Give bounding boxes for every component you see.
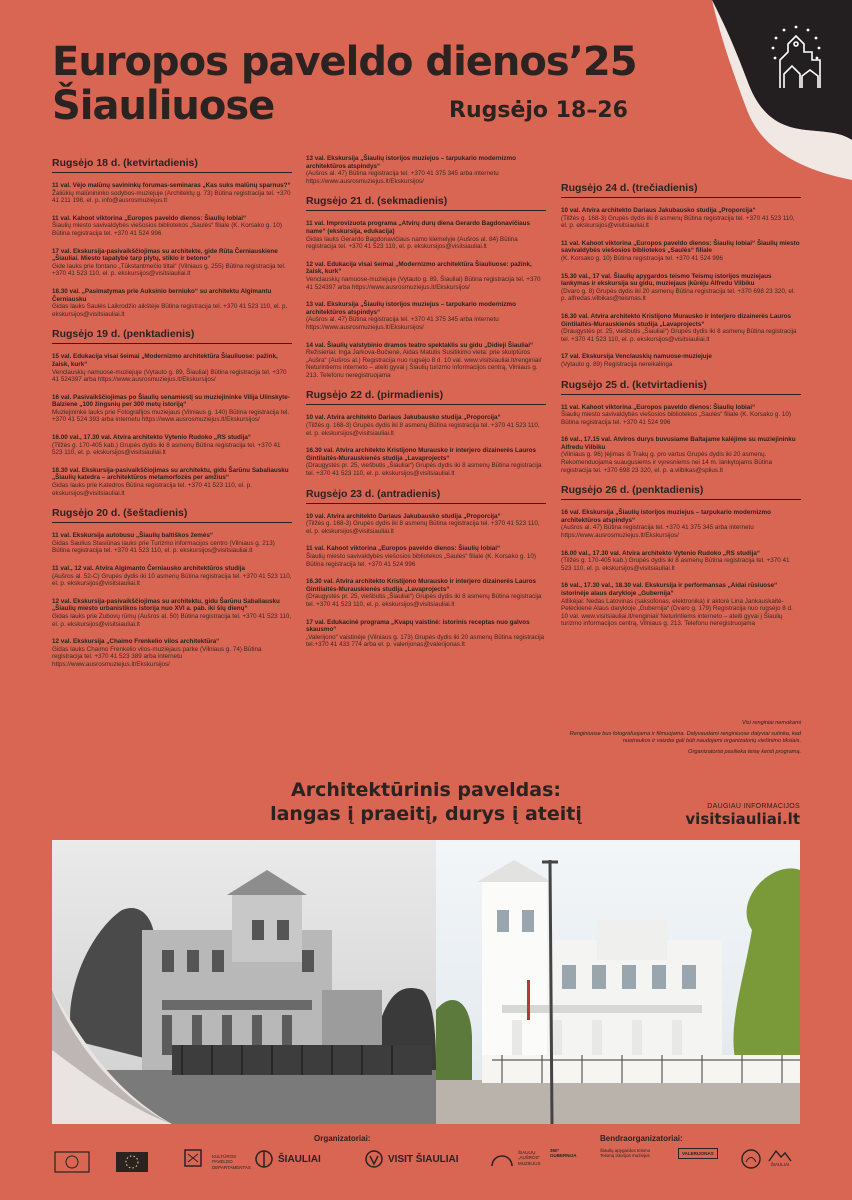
event-item (306, 301, 546, 331)
event-details: (Tilžės g. 170-405 kab.) Grupės dydis iki 8 asmenų Būtina registracija tel. +370 41 523 110, el. p. ekskursijos@visitsiauliai.lt (52, 441, 281, 457)
day-heading: Rugsėjo 22 d. (pirmadienis) (306, 389, 546, 405)
event-item (306, 220, 546, 250)
siauliai-mountains-name: ŠIAULIAI (770, 1162, 790, 1167)
day-heading: Rugsėjo 21 d. (sekmadienis) (306, 195, 546, 211)
event-details: Gidas lauks Gerardo Bagdonavičiaus namo kiemelyje (Aušros al. 84) Būtina registracija tel. +370 41 523 110, el. p. ekskursijos@visitsiauliai.lt (306, 235, 518, 251)
event-item (561, 353, 801, 368)
event-details: Venclauskių namuose-muziejuje (Vytauto g. 89, Šiauliai) Būtina registracija tel. +370 41 524397 arba https://www.ausrosmuziejus.lt/Ekskursijos/ (306, 275, 541, 291)
siauliai-city-name: ŠIAULIAI (278, 1153, 321, 1165)
event-item (306, 261, 546, 291)
schedule-column-2 (306, 155, 546, 659)
coorganizers-label: Bendraorganizatoriai: (600, 1134, 683, 1143)
ausros-museum-logo (490, 1148, 554, 1168)
title-line-1: Europos paveldo dienos’25 (52, 39, 637, 85)
event-title: 11 val., 12 val. Atvira Algimanto Černiausko architektūros studija (52, 565, 246, 572)
event-title: 17 val. Ekskursija Venclauskių namuose-muziejuje (561, 353, 712, 361)
day-section (561, 379, 801, 475)
event-title: 13 val. Ekskursija „Šiaulių istorijos muziejus – tarpukario modernizmo architektūros atspindys“ (306, 155, 516, 170)
note-photo: Renginiuose bus fotografuojama ir filmuojama. Dalyvaudami renginiuose dalyviai sutinka, kad nuotraukos ir vaizdai gali būti naudojami organizatorių viešinimo tikslais. (569, 731, 801, 744)
event-title: 13 val. Ekskursija „Šiaulių istorijos muziejus – tarpukario modernizmo architektūros atspindys“ (306, 301, 516, 316)
day-heading: Rugsėjo 26 d. (penktadienis) (561, 484, 801, 500)
day-section (306, 155, 546, 185)
event-item (561, 509, 801, 539)
event-details: (Tilžės g. 168-3) Grupės dydis iki 8 asmenų Būtina registracija tel. +370 41 523 110, el. p. ekskursijos@visitsiauliai.lt (306, 422, 540, 437)
event-item (52, 248, 292, 278)
event-item (52, 353, 292, 383)
event-title: 16 val., 17.15 val. Atviros durys buvusiame Baltajame kalėjime su muziejininku Alfredu Vilbiku (561, 436, 796, 451)
event-dates: Rugsėjo 18–26 (449, 98, 628, 123)
day-section (306, 195, 546, 379)
event-details: Gidas lauks Chaimo Frenkelio vilos-muziejaus parke (Vilniaus g. 74) Būtina registracija tel. +370 41 523 389 arba internetu https://www.ausrosmuziejus.lt/Ekskursijos/ (52, 645, 262, 668)
event-item (561, 582, 801, 628)
mountains-icon (768, 1148, 792, 1162)
event-title: 11 val. Ekskursija autobusu „Šiaulių baltiškos žemės“ (52, 532, 213, 540)
event-item (52, 598, 292, 628)
day-heading: Rugsėjo 24 d. (trečiadienis) (561, 182, 801, 198)
heritage-department-icon (178, 1148, 208, 1176)
event-title: 16.00 val., 17.30 val. Atvira architekto Vytenio Rudoko „RS studija“ (52, 434, 252, 442)
note-changes: Organizatoriai pasilieka teisę keisti programą. (688, 749, 801, 755)
event-item (52, 467, 292, 497)
event-item (306, 342, 546, 380)
event-item (52, 182, 292, 205)
eu-flag-icon (114, 1148, 150, 1176)
event-details: Režisieriai: Inga Jarkova-Bučienė, Aidas Matutis Susitikimo vieta: prie skulptūros „Aušra“ (Aušros al.) Registracija nuo rugsėjo 8 d. 10 val. www.visitsiauliai.lt/renginiai/ Neturintiems interneto – ateiti gyvai į Šiaulių turizmo informacijos centrą, Vilniaus g. 213. Telefonu neregistruojama (306, 349, 542, 379)
gubernija-logo (550, 1148, 582, 1158)
event-details: Gide lauks prie fontano „Tūkstantmečio tiltai“ (Vilniaus g. 255) Būtina registracija tel. +370 41 523 110, el. p. ekskursijos@visitsiauliai.lt (52, 262, 286, 278)
organizers-label: Organizatoriai: (314, 1134, 371, 1143)
schedule-column-3 (561, 180, 801, 638)
event-title: 12 val. Edukacija visai šeimai „Modernizmo architektūra Šiauliuose: pažink, žaisk, kurk“ (306, 260, 532, 276)
event-item (306, 513, 546, 536)
day-heading: Rugsėjo 20 d. (šeštadienis) (52, 507, 292, 523)
valerijonas-name: VALERIJONAS (678, 1148, 718, 1159)
day-heading: Rugsėjo 25 d. (ketvirtadienis) (561, 379, 801, 395)
event-title: 15.30 val., 17 val. Šiaulių apygardos teismo Teismų istorijos muziejaus lankymas ir ekskursija su gidu, muziejaus įkūrėju Alfredu Vilbiku (561, 272, 772, 288)
day-section (306, 488, 546, 649)
day-section (52, 507, 292, 668)
event-item (306, 619, 546, 649)
footer-logos (52, 1130, 800, 1190)
subtitle-line-2: langas į praeitį, durys į ateitį (270, 803, 582, 825)
event-details: Žaliūkių malūnininko sodybos-muziejuje (Architektų g. 73) Būtina registracija tel. +370 41 211 198, el. p. info@ausrosmuziejus.lt (52, 189, 291, 205)
event-details: Muziejininkė lauks prie Fotografijos muziejaus (Vilniaus g. 140) Būtina registracija tel. +370 41 524 393 arba internetu https://www.ausrosmuziejus.lt/Ekskursijos/ (52, 408, 290, 424)
event-details: Venclauskių namuose-muziejuje (Vytauto g. 89, Šiauliai) Būtina registracija tel. +370 41 524397 arba https://www.ausrosmuziejus.lt/Ekskursijos/ (52, 368, 287, 384)
event-details: (Aušros al. 47) Būtina registracija tel. +370 41 375 345 arba internetu https://www.ausrosmuziejus.lt/Ekskursijos/ (561, 524, 754, 540)
event-title: 10 val. Atvira architekto Dariaus Jakubausko studija „Proporcija“ (306, 414, 501, 422)
day-section (561, 182, 801, 369)
more-info-link[interactable]: visitsiauliai.lt (685, 810, 800, 828)
event-title: 16 val. Pasivaikščiojimas po Šiaulių senamiestį su muziejininke Vilija Ulinskyte-Balziene „100 žingsnių per 300 metų istoriją“ (52, 393, 290, 409)
siauliai-mountains-logo (768, 1148, 792, 1167)
event-title: 11 val. Vėjo malūnų savininkų forumas-seminaras „Kas suks malūnų sparnus?“ (52, 182, 291, 189)
court-museum-name: Šiaulių apygardos teismo Teismų istorijos muziejus (600, 1148, 651, 1159)
valerijonas-logo (678, 1148, 718, 1159)
event-item (561, 273, 801, 303)
notes (561, 720, 801, 760)
event-item (306, 414, 546, 437)
visit-siauliai-logo (364, 1148, 459, 1170)
ausros-museum-name: ŠIAULIŲ „AUŠROS“ MUZIEJUS (518, 1150, 541, 1166)
event-item (561, 313, 801, 343)
event-details: (Aušros al. 47) Būtina registracija tel. +370 41 375 345 arba internetu https://www.ausrosmuziejus.lt/Ekskursijos/ (306, 170, 499, 185)
hands-logo (740, 1148, 762, 1170)
event-item (306, 545, 546, 568)
event-item (306, 578, 546, 608)
event-title: 14 val. Šiaulių valstybinio dramos teatro spektaklis su gidu „Didieji Šiauliai“ (306, 341, 534, 349)
event-title: 11 val. Kahoot viktorina „Europos paveldo dienos: Šiaulių lobiai“ (52, 214, 247, 222)
event-item (561, 240, 801, 263)
event-item (52, 215, 292, 238)
event-details: (Tilžės g. 168-3) Grupės dydis iki 8 asmenų Būtina registracija tel. +370 41 523 110, el. p. ekskursijos@visitsiauliai.lt (561, 214, 795, 230)
event-item (306, 155, 546, 185)
event-details: (Dvaro g. 8) Grupės dydis iki 20 asmenų Būtina registracija tel. +370 698 23 320, el. p. alfredas.vilbikas@teismas.lt (561, 287, 795, 303)
event-title: 10 val. Atvira architekto Dariaus Jakubausko studija „Proporcija“ (306, 512, 501, 520)
day-section (52, 157, 292, 318)
day-heading: Rugsėjo 23 d. (antradienis) (306, 488, 546, 504)
heritage-department-logo (178, 1148, 252, 1176)
event-title: 18.30 val. „Pasimatymas prie Auksinio berniuko“ su architektu Algimantu Černiausku (52, 287, 272, 303)
court-museum-logo (600, 1148, 664, 1158)
event-title: 16.30 val. Atvira architekto Kristijono Murausko ir interjero dizainerės Lauros Gintilaitės-Murauskienės studija „Lavaprojects“ (306, 447, 537, 462)
event-item (52, 434, 292, 457)
event-details: (Aušros al. 52-C) Grupės dydis iki 10 asmenų Būtina registracija tel. +370 41 523 110, el. p. ekskursijos@visitsiauliai.lt (52, 572, 292, 588)
visit-siauliai-icon (364, 1148, 384, 1170)
title-line-2: Šiauliuose (52, 83, 275, 129)
event-details: Gidas lauks Saulės Laikrodžio aikštėje Būtina registracija tel. +370 41 523 110, el. p. ekskursijos@visitsiauliai.lt (52, 303, 288, 318)
event-details: Šiaulių miesto savivaldybės viešosios bibliotekos „Saulės“ filiale (K. Korsako g. 10) Būtina registracija tel. +370 41 524 996 (561, 411, 791, 426)
event-title: 11 val. Improvizuota programa „Atvirų durų diena Gerardo Bagdonavičiaus name“ (ekskursija, edukacija) (306, 220, 530, 235)
event-title: 16 val., 17.30 val., 18.30 val. Ekskursija ir performansas „Aidai rūsiuose“ istorinėje alaus darykloje „Gubernija“ (561, 582, 778, 597)
heritage-department-name: KULTŪROS PAVELDO DEPARTAMENTAS (212, 1154, 251, 1170)
day-section (561, 484, 801, 628)
corner-decoration (652, 0, 852, 180)
event-title: 11 val. Kahoot viktorina „Europos paveldo dienos: Šiaulių lobiai“ Šiaulių miesto savivaldybės viešosios bibliotekos „Saulės“ filiale (561, 239, 800, 255)
event-details: (Vytauto g. 89) Registracija nereikalinga (561, 360, 673, 368)
event-item (52, 532, 292, 555)
gubernija-name: 360° GUBERNIJA (550, 1148, 577, 1159)
villa-photo-collage (52, 840, 800, 1124)
event-title: 16.30 val. Atvira architekto Kristijono Murausko ir interjero dizainerės Lauros Gintilaitės-Murauskienės studija „Lavaprojects“ (561, 312, 792, 328)
modern-photo (436, 840, 800, 1124)
event-title: 11 val. Kahoot viktorina „Europos paveldo dienos: Šiaulių lobiai“ (561, 403, 756, 411)
hands-icon (740, 1148, 762, 1170)
historic-photo (52, 840, 436, 1124)
council-of-europe-icon (54, 1148, 90, 1176)
schedule-column-1 (52, 155, 292, 679)
day-section (52, 328, 292, 497)
council-of-europe-logo (54, 1148, 90, 1176)
event-details: Atlikėjai: Nedas Latovinas (saksofonas, elektronika) ir aktorė Lina Jankauskaitė-Pelėckienė Alaus darykloje „Gubernija“ (Dvaro g. 179) Registracija nuo rugsėjo 8 d. 10 val. www.visitsiauliai.lt/renginiai/ Neturintiems interneto – ateiti gyvai į Šiaulių turizmo informacijos centrą, Vilniaus g. 213. Telefonu neregistruojama (561, 597, 793, 628)
event-details: (Vilniaus g. 96) Įėjimas iš Trakų g. pro vartus Grupės dydis iki 20 asmenų. Rekomenduojama suaugusiems ir vyresniems nei 14 m. lankytojams Būtina registracija tel. +370 698 23 320, el. p. a.vilbikas@splius.lt (561, 451, 773, 474)
event-details: (Aušros al. 47) Būtina registracija tel. +370 41 375 345 arba internetu https://www.ausrosmuziejus.lt/Ekskursijos/ (306, 316, 499, 331)
event-details: (K. Korsako g. 10) Būtina registracija tel. +370 41 524 996 (561, 254, 723, 262)
event-details: Gidas lauks prie Katedros Būtina registracija tel. +370 41 523 110, el. p. ekskursijos@visitsiauliai.lt (52, 482, 252, 497)
ausros-museum-icon (490, 1148, 514, 1168)
event-details: (Draugystės pr. 25, viešbutis „Šiauliai“) Grupės dydis iki 8 asmenų Būtina registracija tel. +370 41 523 110, el. p. ekskursijos@visitsiauliai.lt (306, 593, 542, 608)
more-info-label: DAUGIAU INFORMACIJOS (707, 803, 800, 810)
event-title: 11 val. Kahoot viktorina „Europos paveldo dienos: Šiaulių lobiai“ (306, 545, 501, 553)
event-title: 16 val. Ekskursija „Šiaulių istorijos muziejus – tarpukario modernizmo architektūros atspindys“ (561, 509, 771, 524)
event-item (306, 447, 546, 477)
event-item (561, 550, 801, 573)
siauliai-sun-icon (254, 1148, 274, 1170)
event-details: Gidas lauks prie Zubovų rūmų (Aušros al. 50) Būtina registracija tel. +370 41 523 110, el. p. ekskursijos@visitsiauliai.lt (52, 612, 292, 628)
subtitle-line-1: Architektūrinis paveldas: (291, 779, 561, 801)
event-details: Gidas Saulius Stasiūnas lauks prie Turizmo informacijos centro (Vilniaus g. 213) Būtina registracija tel. +370 41 523 110, el. p. ekskursijos@visitsiauliai.lt (52, 539, 275, 555)
event-item (561, 404, 801, 427)
event-item (52, 288, 292, 318)
event-details: (Draugystės pr. 25, viešbutis „Šiauliai“) Grupės dydis iki 8 asmenų Būtina registracija tel. +370 41 523 110, el. p. ekskursijos@visitsiauliai.lt (306, 462, 542, 478)
event-title: 16.30 val. Atvira architekto Kristijono Murausko ir interjero dizainerės Lauros Gintilaitės-Murauskienės studija „Lavaprojects“ (306, 578, 537, 593)
event-title: 12 val. Ekskursija „Chaimo Frenkelio vilos architektūra“ (52, 638, 220, 646)
eu-logo (114, 1148, 150, 1176)
event-title: 12 val. Ekskursija-pasivaikščiojimas su architektu, gidu Šarūnu Sabaliausku „Šiaulių miesto urbanistikos istorija nuo XVI a. pab. iki šių dienų“ (52, 597, 280, 613)
event-item (561, 207, 801, 230)
event-title: 15 val. Edukacija visai šeimai „Modernizmo architektūra Šiauliuose: pažink, žaisk, kurk“ (52, 353, 278, 368)
event-details: Šiaulių miesto savivaldybės viešosios bibliotekos „Saulės“ filiale (K. Korsako g. 10) Būtina registracija tel. +370 41 524 996 (52, 222, 282, 237)
event-title: 10 val. Atvira architekto Dariaus Jakubausko studija „Proporcija“ (561, 207, 756, 214)
day-section (306, 389, 546, 477)
event-item (52, 394, 292, 424)
day-heading: Rugsėjo 18 d. (ketvirtadienis) (52, 157, 292, 173)
event-title: 16.00 val., 17.30 val. Atvira architekto Vytenio Rudoko „RS studija“ (561, 549, 761, 557)
event-details: (Draugystės pr. 25, viešbutis „Šiauliai“) Grupės dydis iki 8 asmenų Būtina registracija tel. +370 41 523 110, el. p. ekskursijos@visitsiauliai.lt (561, 328, 797, 343)
event-item (52, 638, 292, 668)
more-info (685, 803, 800, 828)
note-free: Visi renginiai nemokami (742, 720, 801, 726)
event-item (561, 436, 801, 474)
event-details: „Valerijono“ vaistinėje (Vilniaus g. 173) Grupės dydis iki 20 asmenų Būtina registracija tel.+370 41 433 774 arba el. p. valerijonas@valerijonas.lt (306, 633, 545, 649)
event-details: (Tilžės g. 168-3) Grupės dydis iki 8 asmenų Būtina registracija tel. +370 41 523 110, el. p. ekskursijos@visitsiauliai.lt (306, 520, 540, 535)
event-title: 17 val. Ekskursija-pasivaikščiojimas su architekte, gide Rūta Černiauskiene „Šiauliai. Miesto tapatybė tarp plytų, stiklo ir betono“ (52, 247, 278, 263)
event-title: 17 val. Edukacinė programa „Kvapų vaistinė: istorinis receptas nuo galvos skausmo“ (306, 618, 530, 634)
event-title: 18.30 val. Ekskursija-pasivaikščiojimas su architektu, gidu Šarūnu Sabaliausku „Šiaulių katedra – architektūros metamorfozės per amžius“ (52, 466, 289, 482)
visit-siauliai-name: VISIT ŠIAULIAI (388, 1153, 459, 1165)
event-details: Šiaulių miesto savivaldybės viešosios bibliotekos „Saulės“ filiale (K. Korsako g. 10) Būtina registracija tel. +370 41 524 996 (306, 553, 536, 568)
event-item (52, 565, 292, 588)
siauliai-city-logo (254, 1148, 321, 1170)
event-details: (Tilžės g. 170-405 kab.) Grupės dydis iki 8 asmenų Būtina registracija tel. +370 41 523 110, el. p. ekskursijos@visitsiauliai.lt (561, 557, 790, 572)
day-heading: Rugsėjo 19 d. (penktadienis) (52, 328, 292, 344)
